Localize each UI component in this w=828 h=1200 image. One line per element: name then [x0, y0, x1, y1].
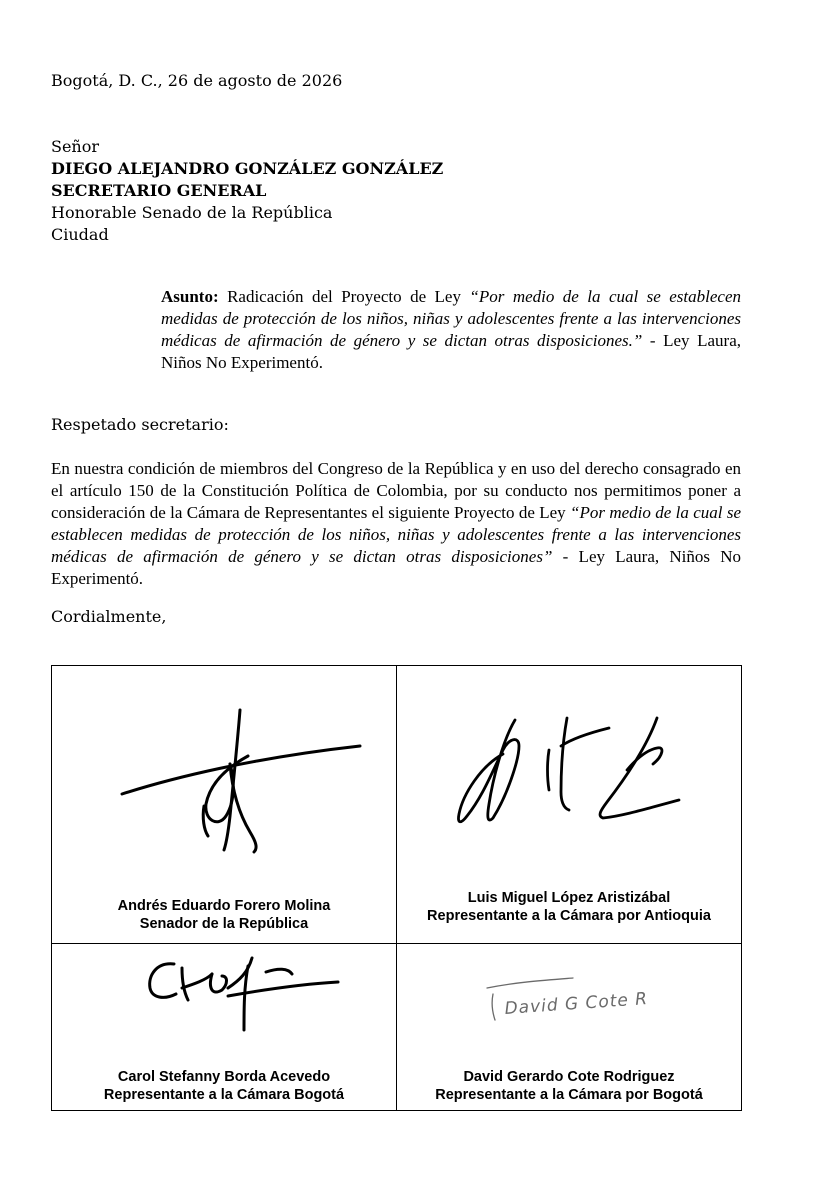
- recipient-salutation: Señor: [51, 137, 100, 156]
- recipient-institution: Honorable Senado de la República: [51, 203, 333, 222]
- subject-lead: Radicación del Proyecto de Ley: [227, 287, 470, 306]
- signature-1-caption: [52, 897, 396, 933]
- signature-4-name: David Gerardo Cote Rodriguez: [463, 1069, 675, 1085]
- signature-3-name: Carol Stefanny Borda Acevedo: [117, 1069, 331, 1085]
- body-tail: - Ley Laura, Niños No Experimentó.: [51, 547, 741, 588]
- recipient-role: SECRETARIO GENERAL: [51, 181, 267, 200]
- signature-3-image: [52, 944, 396, 1044]
- recipient-city: Ciudad: [51, 225, 109, 244]
- subject-title: “Por medio de la cual se establecen medidas de protección de los niños, niñas y adolescentes frente a las intervenciones médicas de afirmación de género y se dictan otras disposiciones.”: [161, 287, 742, 350]
- body-paragraph: [51, 458, 741, 590]
- signature-2-image: [397, 666, 741, 866]
- subject-label: Asunto:: [161, 287, 219, 306]
- signature-cell-1: [52, 666, 397, 944]
- signature-cell-4: [397, 944, 742, 1111]
- signature-4-image: [397, 944, 741, 1044]
- signature-cell-2: [397, 666, 742, 944]
- signature-cell-3: [52, 944, 397, 1111]
- signature-2-title: Representante a la Cámara por Antioquia: [427, 908, 711, 924]
- signature-4-title: Representante a la Cámara por Bogotá: [435, 1087, 703, 1103]
- signature-4-handwriting: David G Cote R: [503, 989, 649, 1019]
- signature-2-caption: [397, 889, 741, 925]
- signature-3-title: Representante a la Cámara Bogotá: [103, 1087, 345, 1103]
- signature-2-name: Luis Miguel López Aristizábal: [467, 890, 671, 906]
- subject-tail: - Ley Laura, Niños No Experimentó.: [161, 331, 741, 372]
- closing: Cordialmente,: [51, 607, 167, 626]
- greeting: Respetado secretario:: [51, 415, 229, 434]
- signature-4-caption: [397, 1068, 741, 1104]
- recipient-name: DIEGO ALEJANDRO GONZÁLEZ GONZÁLEZ: [51, 159, 444, 178]
- signature-3-caption: [52, 1068, 396, 1104]
- body-lead: En nuestra condición de miembros del Congreso de la República y en uso del derecho consagrado en el artículo 150 de la Constitución Política de Colombia, por su conducto nos permitimos poner a consideración de la Cámara de Representantes el siguiente Proyecto de Ley: [51, 459, 741, 522]
- signature-table: [51, 665, 742, 1111]
- signature-1-title: Senador de la República: [139, 916, 309, 932]
- date-line: Bogotá, D. C., 26 de agosto de 2026: [51, 71, 343, 90]
- signature-1-name: Andrés Eduardo Forero Molina: [117, 898, 331, 914]
- subject-paragraph: [161, 286, 741, 374]
- body-title: “Por medio de la cual se establecen medidas de protección de los niños, niñas y adolescentes frente a las intervenciones médicas de afirmación de género y se dictan otras disposiciones”: [51, 503, 742, 566]
- signature-1-image: [52, 666, 396, 866]
- recipient-block: [51, 136, 443, 246]
